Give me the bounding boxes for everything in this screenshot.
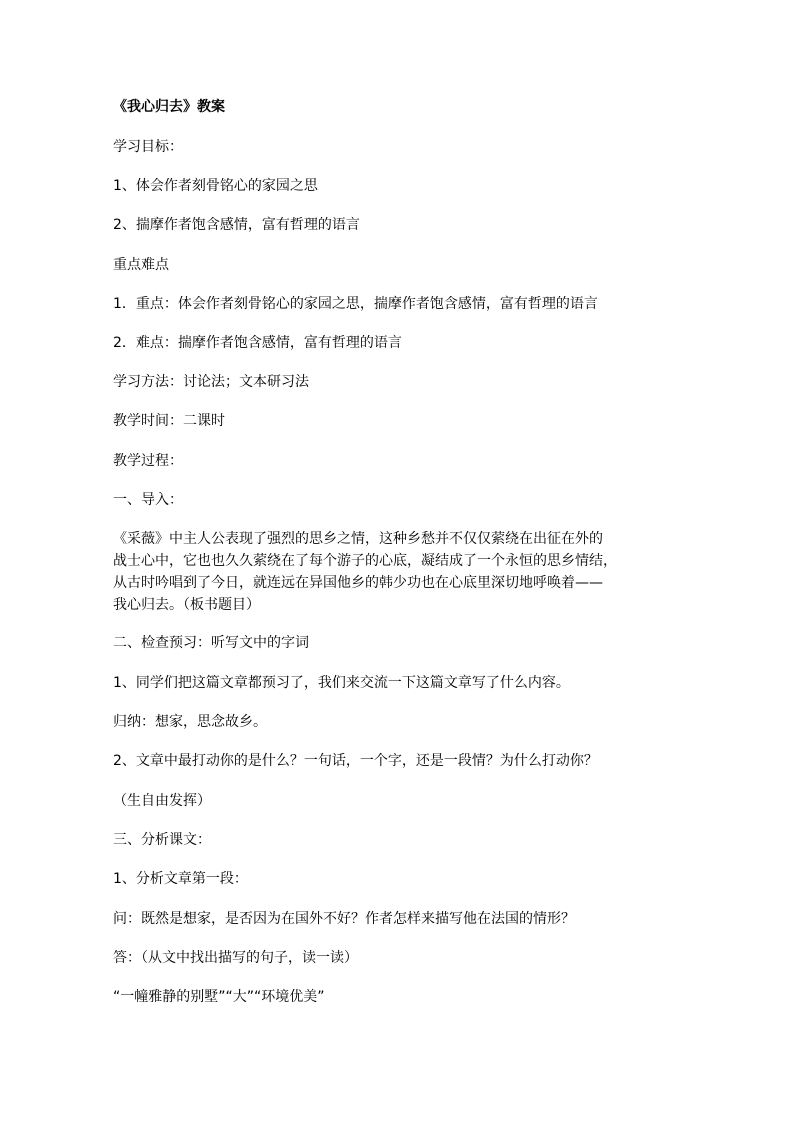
preview-item-2: 2、文章中最打动你的是什么？一句话，一个字，还是一段情？为什么打动你？ <box>113 753 598 769</box>
intro-line: 我心归去。（板书题目） <box>113 597 260 613</box>
answer-line: 答：（从文中找出描写的句子，读一读） <box>113 950 358 966</box>
free-response-note: （生自由发挥） <box>113 793 211 809</box>
quoted-phrases: “一幢雅静的别墅”“大”“环境优美” <box>113 989 325 1005</box>
objective-item-1: 1、体会作者刻骨铭心的家园之思 <box>113 178 318 194</box>
learning-method: 学习方法：讨论法；文本研习法 <box>113 374 309 390</box>
section-heading-preview: 二、检查预习：听写文中的字词 <box>113 635 309 651</box>
document-title: 《我心归去》教案 <box>113 99 225 115</box>
intro-paragraph <box>113 528 693 616</box>
key-point-item-1: 1．重点：体会作者刻骨铭心的家园之思，揣摩作者饱含感情，富有哲理的语言 <box>113 296 598 312</box>
intro-line: 战士心中，它也也久久萦绕在了每个游子的心底，凝结成了一个永恒的思乡情结， <box>113 553 617 569</box>
teaching-process-heading: 教学过程： <box>113 453 183 469</box>
section-heading-key-points: 重点难点 <box>113 257 169 273</box>
key-point-item-2: 2．难点：揣摩作者饱含感情，富有哲理的语言 <box>113 335 402 351</box>
teaching-time: 教学时间：二课时 <box>113 413 225 429</box>
intro-line: 从古时吟唱到了今日，就连远在异国他乡的韩少功也在心底里深切地呼唤着—— <box>113 575 603 591</box>
preview-item-1: 1、同学们把这篇文章都预习了，我们来交流一下这篇文章写了什么内容。 <box>113 675 570 691</box>
intro-line: 《采薇》中主人公表现了强烈的思乡之情，这种乡愁并不仅仅萦绕在出征在外的 <box>113 531 603 547</box>
summary-line: 归纳：想家，思念故乡。 <box>113 714 267 730</box>
analysis-item-1: 1、分析文章第一段： <box>113 871 248 887</box>
objective-item-2: 2、揣摩作者饱含感情，富有哲理的语言 <box>113 217 360 233</box>
question-line: 问：既然是想家，是否因为在国外不好？作者怎样来描写他在法国的情形？ <box>113 911 575 927</box>
section-heading-intro: 一、导入： <box>113 492 183 508</box>
section-heading-analysis: 三、分析课文： <box>113 832 211 848</box>
section-heading-objectives: 学习目标： <box>113 139 183 155</box>
